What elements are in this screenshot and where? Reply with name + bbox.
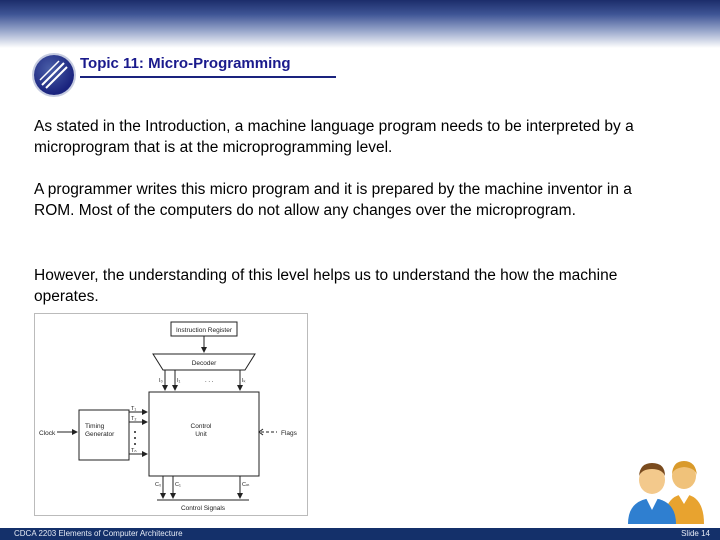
- decoder-out-k: Iₖ: [242, 378, 246, 384]
- control-out-m: Cₘ: [242, 482, 250, 488]
- slide-number: Slide 14: [681, 529, 710, 538]
- control-unit-diagram: [34, 313, 308, 516]
- header-band: [0, 0, 720, 48]
- clock-label: Clock: [39, 430, 56, 437]
- control-unit-label-1: Control: [190, 423, 212, 430]
- footer-bar: [0, 528, 720, 540]
- flags-label: Flags: [281, 430, 297, 437]
- timing-label-2: Generator: [85, 431, 115, 438]
- users-icon: [626, 456, 706, 524]
- control-unit-label-2: Unit: [195, 431, 207, 438]
- control-out-0: C₀: [155, 482, 162, 488]
- title-underline: [80, 76, 336, 78]
- decoder-out-0: I₀: [159, 378, 163, 384]
- timing-signal-n: Tₙ: [131, 448, 137, 454]
- decoder-label: Decoder: [191, 360, 217, 367]
- paragraph-rom: A programmer writes this micro program and it is prepared by the machine inventor in a ROM. Most of the computers do not allow any changes over the microprogram.: [34, 181, 632, 219]
- timing-label-1: Timing: [85, 423, 105, 430]
- paragraph-understanding: However, the understanding of this level helps us to understand the how the machine operates.: [34, 267, 618, 305]
- timing-signal-1: T₁: [131, 406, 137, 412]
- course-name: CDCA 2203 Elements of Computer Architecture: [14, 529, 183, 538]
- slide-title: Topic 11: Micro-Programming: [80, 55, 291, 72]
- decoder-out-1: I₁: [177, 378, 181, 384]
- university-logo-icon: [34, 55, 74, 95]
- timing-signal-2: T₂: [131, 416, 137, 422]
- control-signals-label: Control Signals: [180, 505, 226, 512]
- instruction-register-label: Instruction Register: [176, 327, 232, 334]
- control-out-1: C₁: [175, 482, 181, 488]
- svg-text:. . .: . . .: [205, 378, 214, 384]
- paragraph-intro: As stated in the Introduction, a machine language program needs to be interpreted by a microprogram that is at the microprogramming level.: [34, 118, 634, 156]
